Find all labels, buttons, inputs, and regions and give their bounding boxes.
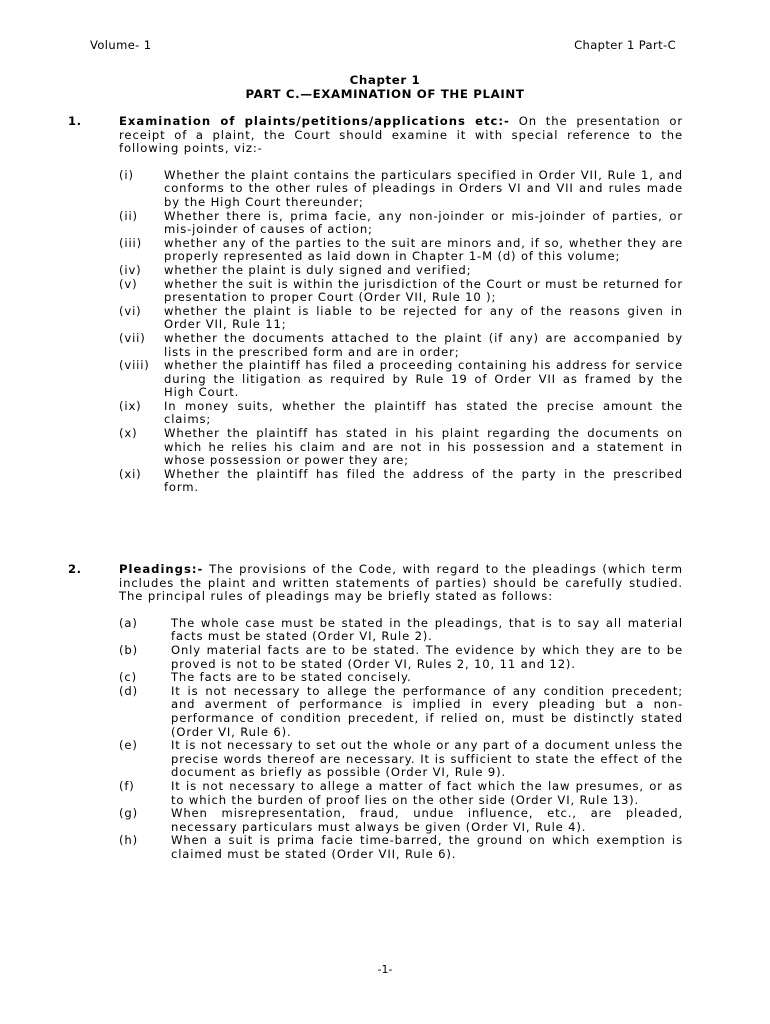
item-text: It is not necessary to allege a matter of fact which the law presumes, or as to which the burden of proof lies on the other side (Order VI, Rule 13).	[171, 778, 683, 807]
item-label: (iv)	[119, 262, 142, 277]
item-label: (vii)	[119, 330, 146, 345]
chapter-title: Chapter 1	[349, 73, 421, 87]
list-item	[119, 332, 683, 359]
section-heading: Pleadings:-	[119, 562, 204, 576]
item-label: (iii)	[119, 235, 142, 250]
section-2	[68, 563, 683, 861]
list-item	[119, 427, 683, 468]
item-text: whether the documents attached to the plaint (if any) are accompanied by lists in the prescribed form and are in order;	[164, 330, 683, 359]
item-text: whether the plaintiff has filed a proceeding containing his address for service during the litigation as required by Rule 19 of Order VII as framed by the High Court.	[164, 358, 683, 400]
list-item	[119, 671, 683, 685]
list-item	[119, 644, 683, 671]
item-text: whether the plaint is duly signed and verified;	[164, 262, 472, 277]
section-1	[68, 115, 683, 495]
list-item	[119, 237, 683, 264]
item-label: (g)	[119, 806, 138, 821]
list-item	[119, 617, 683, 644]
item-label: (xi)	[119, 466, 142, 481]
running-header-volume: Volume- 1	[90, 38, 152, 52]
section-items-list	[119, 169, 683, 495]
item-label: (v)	[119, 276, 138, 291]
list-item	[119, 210, 683, 237]
running-header-chapter: Chapter 1 Part-C	[574, 38, 676, 52]
item-text: It is not necessary to allege the performance of any condition precedent; and averment of performance is implied in every pleading but a non-performance of condition precedent, if relied on, must be distinctly stated (Order VI, Rule 6).	[171, 683, 683, 739]
list-item	[119, 780, 683, 807]
item-text: In money suits, whether the plaintiff has stated the precise amount the claims;	[164, 398, 683, 427]
section-intro-paragraph	[119, 115, 683, 156]
item-label: (f)	[119, 778, 135, 793]
item-text: Whether the plaintiff has stated in his plaint regarding the documents on which he relies his claim and are not in his possession and a statement in whose possession or power they are;	[164, 426, 683, 468]
section-items-list	[119, 617, 683, 862]
item-text: Only material facts are to be stated. The evidence by which they are to be proved is not to be stated (Order VI, Rules 2, 10, 11 and 12).	[171, 642, 683, 671]
list-item	[119, 468, 683, 495]
item-text: The whole case must be stated in the pleadings, that is to say all material facts must be stated (Order VI, Rule 2).	[171, 615, 683, 644]
list-item	[119, 739, 683, 780]
section-body	[119, 563, 683, 861]
item-label: (b)	[119, 642, 138, 657]
item-label: (viii)	[119, 358, 150, 373]
list-item	[119, 305, 683, 332]
item-label: (d)	[119, 683, 138, 698]
section-intro: The provisions of the Code, with regard to the pleadings (which term includes the plaint and written statements of parties) should be carefully studied. The principal rules of pleadings may be briefly stated as follows:	[119, 562, 683, 604]
page-number: -1-	[377, 963, 393, 976]
list-item	[119, 807, 683, 834]
title-block	[0, 73, 770, 101]
part-title: PART C.—EXAMINATION OF THE PLAINT	[245, 87, 525, 101]
section-heading: Examination of plaints/petitions/applications etc:-	[119, 114, 510, 128]
item-text: whether the plaint is liable to be rejected for any of the reasons given in Order VII, Rule 11;	[164, 303, 683, 332]
section-intro: On the presentation or receipt of a plaint, the Court should examine it with special reference to the following points, viz:-	[119, 114, 683, 156]
item-text: whether the suit is within the jurisdiction of the Court or must be returned for presentation to proper Court (Order VII, Rule 10 );	[164, 276, 683, 305]
item-text: whether any of the parties to the suit are minors and, if so, whether they are properly represented as laid down in Chapter 1-M (d) of this volume;	[164, 235, 683, 264]
list-item	[119, 264, 683, 278]
section-body	[119, 115, 683, 495]
item-label: (a)	[119, 615, 138, 630]
item-text: When misrepresentation, fraud, undue influence, etc., are pleaded, necessary particulars must always be given (Order VI, Rule 4).	[171, 806, 683, 834]
item-text: The facts are to be stated concisely.	[171, 670, 412, 685]
section-number: 2.	[68, 562, 82, 576]
item-label: (e)	[119, 738, 138, 753]
section-intro-paragraph	[119, 563, 683, 604]
list-item	[119, 834, 683, 861]
list-item	[119, 359, 683, 400]
item-text: Whether the plaintiff has filed the address of the party in the prescribed form.	[164, 466, 683, 495]
item-text: Whether there is, prima facie, any non-joinder or mis-joinder of parties, or mis-joinder of causes of action;	[164, 208, 683, 237]
list-item	[119, 400, 683, 427]
list-item	[119, 169, 683, 210]
item-label: (c)	[119, 670, 137, 685]
item-label: (ix)	[119, 398, 142, 413]
item-label: (h)	[119, 833, 138, 848]
item-label: (ii)	[119, 208, 138, 223]
item-text: Whether the plaint contains the particulars specified in Order VII, Rule 1, and conforms to the other rules of pleadings in Orders VI and VII and rules made by the High Court thereunder;	[164, 167, 683, 209]
item-label: (vi)	[119, 303, 142, 318]
item-label: (x)	[119, 426, 138, 441]
list-item	[119, 278, 683, 305]
item-text: It is not necessary to set out the whole or any part of a document unless the precise words thereof are necessary. It is sufficient to state the effect of the document as briefly as possible (Order VI, Rule 9).	[171, 738, 683, 780]
section-number: 1.	[68, 114, 82, 128]
list-item	[119, 685, 683, 739]
item-label: (i)	[119, 167, 134, 182]
item-text: When a suit is prima facie time-barred, the ground on which exemption is claimed must be stated (Order VII, Rule 6).	[171, 833, 683, 861]
